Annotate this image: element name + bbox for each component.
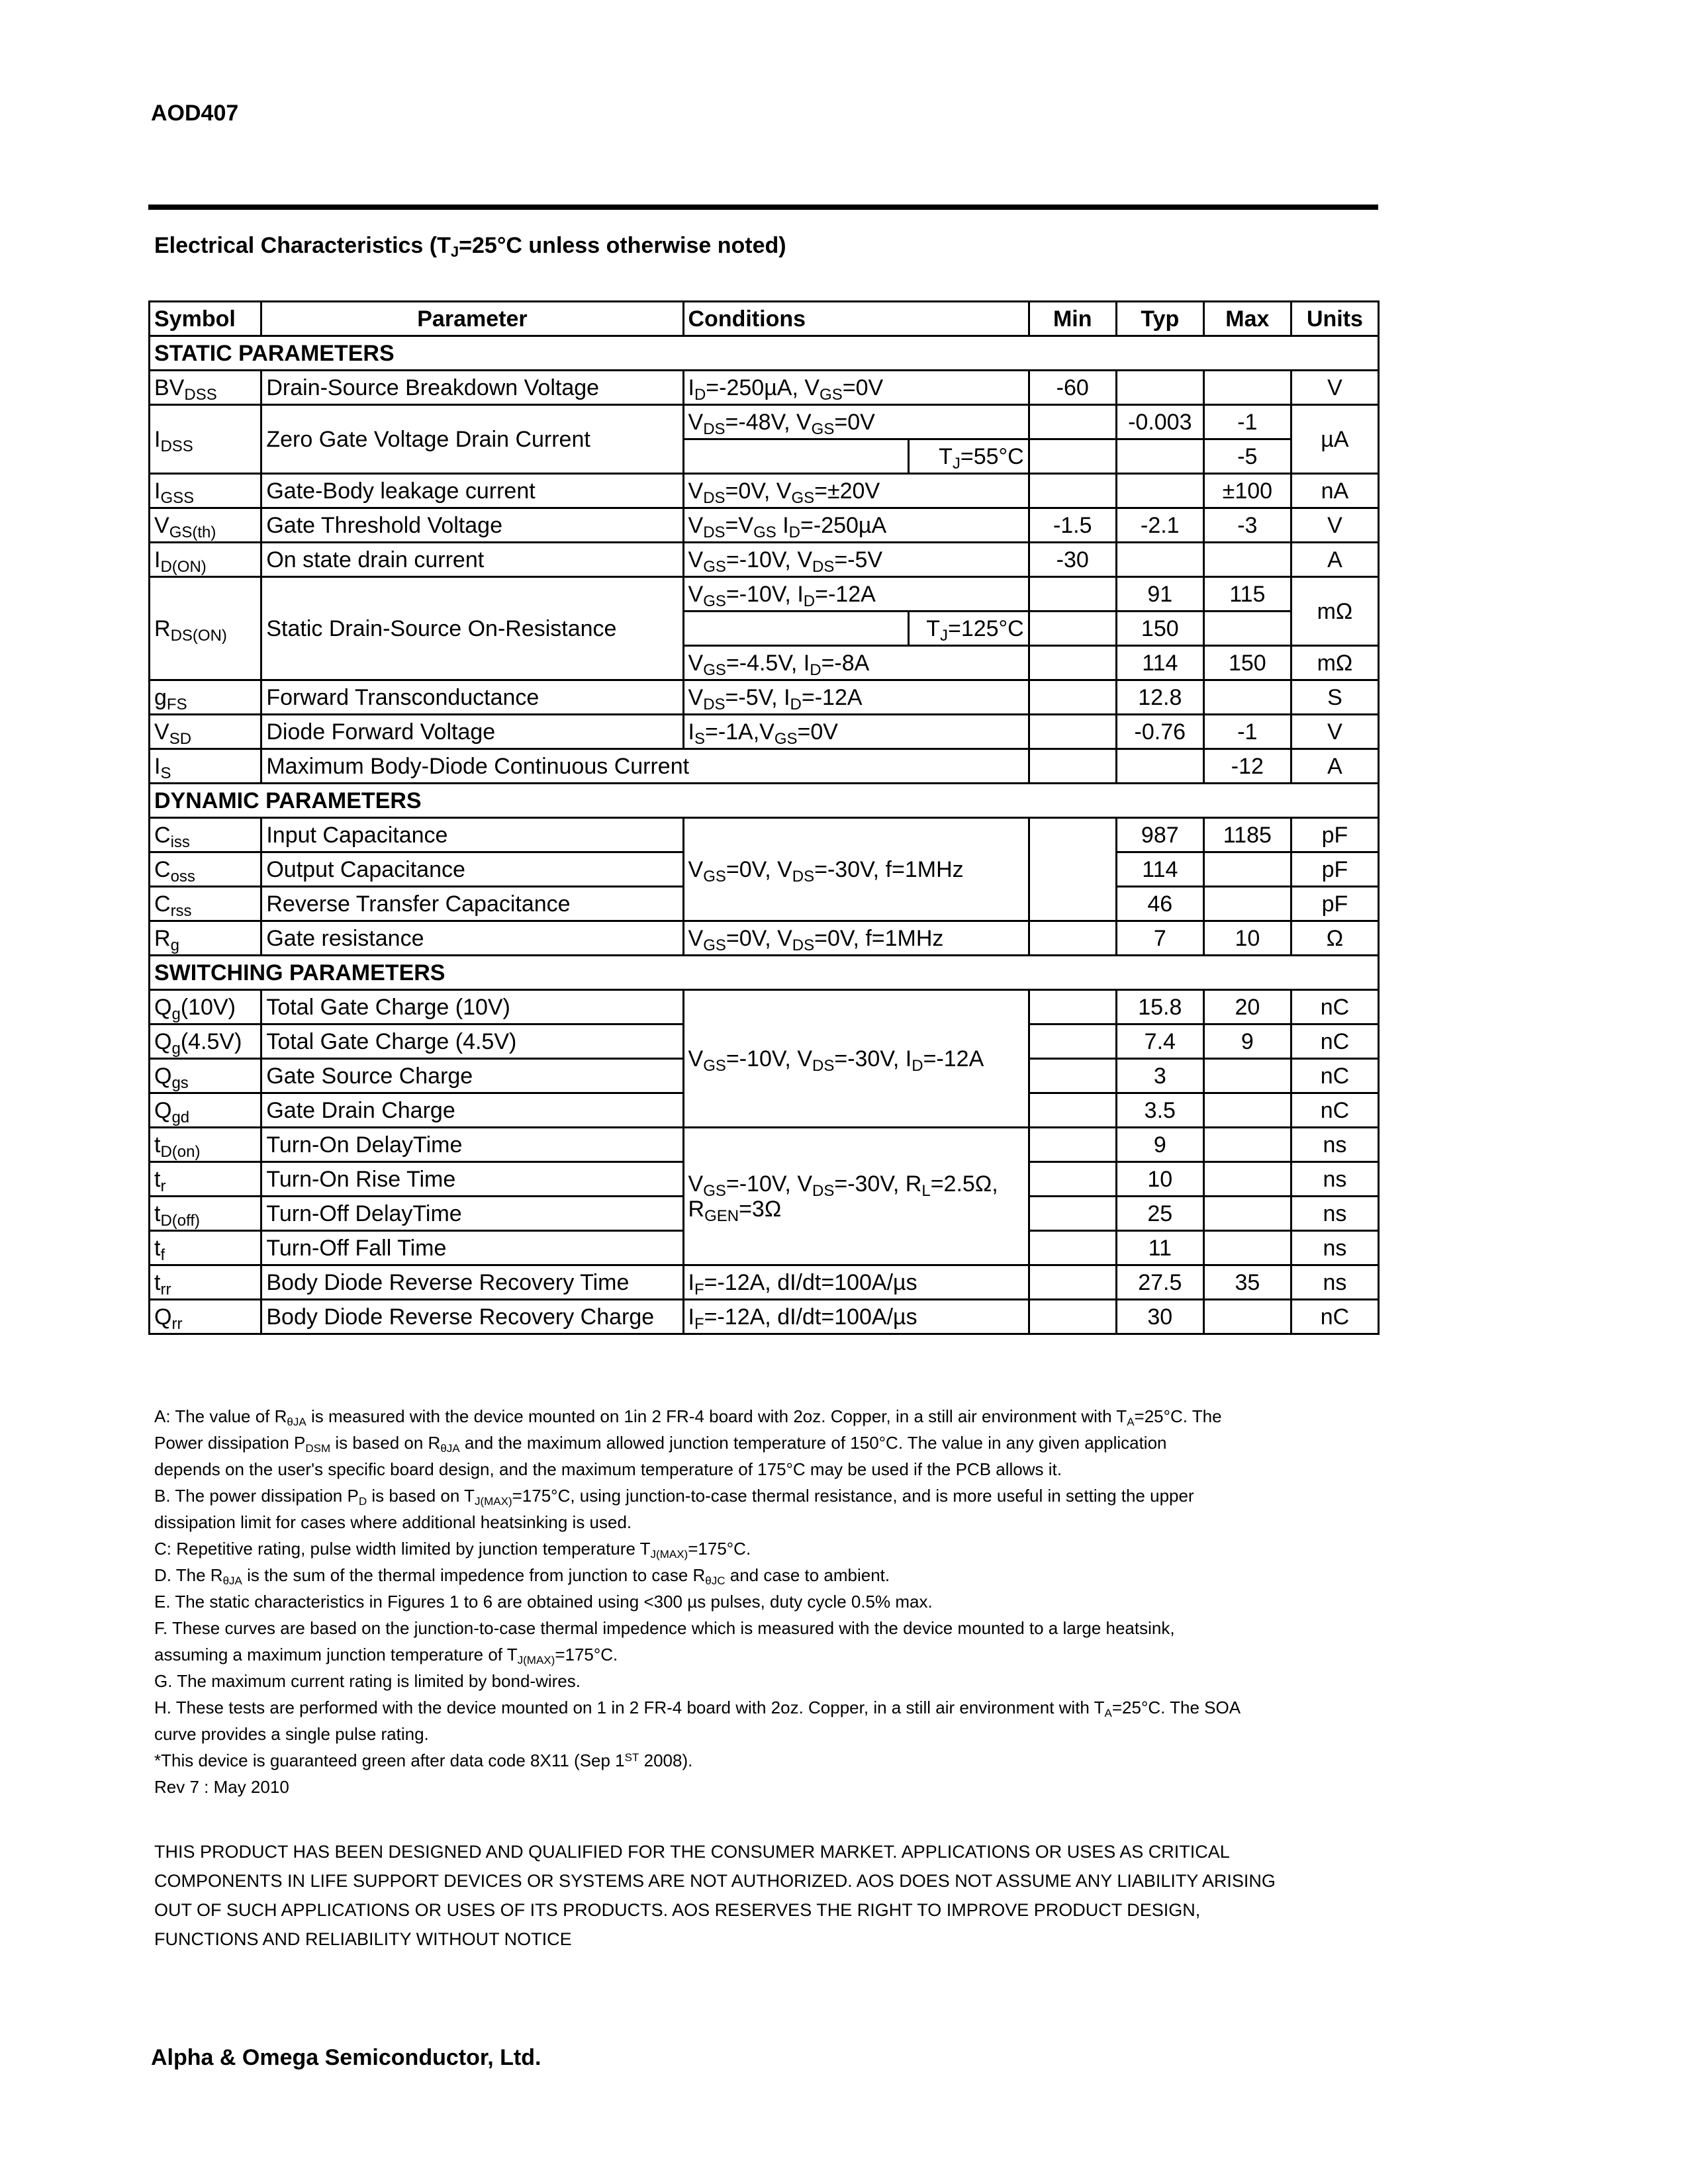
- unit: ns: [1291, 1128, 1378, 1162]
- symbol: $V_{GS(th)}$: [150, 508, 261, 543]
- parameter: Maximum Body-Diode Continuous Current: [261, 749, 1029, 784]
- typ-value: 25: [1116, 1197, 1203, 1231]
- col-min: Min: [1029, 302, 1116, 336]
- unit: µA: [1291, 405, 1378, 474]
- table-row: [150, 680, 1379, 715]
- table-row: [150, 749, 1379, 784]
- unit: nA: [1291, 474, 1378, 508]
- parameter: Gate Drain Charge: [261, 1093, 683, 1128]
- max-value: -1: [1203, 405, 1291, 439]
- unit: V: [1291, 371, 1378, 405]
- parameter: Turn-On Rise Time: [261, 1162, 683, 1197]
- disclaimer: [154, 1837, 1276, 1954]
- table-header-row: [150, 302, 1379, 336]
- col-symbol: Symbol: [150, 302, 261, 336]
- parameter: Body Diode Reverse Recovery Time: [261, 1265, 683, 1300]
- symbol: $C_{oss}$: [150, 852, 261, 887]
- parameter: Static Drain-Source On-Resistance: [261, 577, 683, 680]
- symbol: $V_{SD}$: [150, 715, 261, 749]
- unit: A: [1291, 543, 1378, 577]
- disclaimer-line: OUT OF SUCH APPLICATIONS OR USES OF ITS PRODUCTS. AOS RESERVES THE RIGHT TO IMPROVE PRODUCT DESIGN,: [154, 1900, 1201, 1920]
- symbol: $g_{FS}$: [150, 680, 261, 715]
- note-a: Power dissipation $P_{DSM}$ is based on $R_{\theta JA}$ and the maximum allowed junction temperature of 150°C. The value in any given application: [154, 1433, 1167, 1455]
- unit: mΩ: [1291, 646, 1378, 680]
- unit: ns: [1291, 1197, 1378, 1231]
- symbol: $Q_{rr}$: [150, 1300, 261, 1334]
- table-row: [150, 1128, 1379, 1162]
- note-b: B. The power dissipation $P_D$ is based on $T_{J(MAX)}=175^\circ C$, using junction-to-case thermal resistance, and is more useful in setting the upper: [154, 1486, 1194, 1508]
- parameter: Body Diode Reverse Recovery Charge: [261, 1300, 683, 1334]
- note-h: H. These tests are performed with the device mounted on 1 in 2 FR-4 board with 2oz. Copper, in a still air environment with $T_A=25^\circ C$. The SOA: [154, 1698, 1241, 1719]
- disclaimer-line: THIS PRODUCT HAS BEEN DESIGNED AND QUALIFIED FOR THE CONSUMER MARKET. APPLICATIONS OR USES AS CRITICAL: [154, 1842, 1230, 1862]
- max-value: 35: [1203, 1265, 1291, 1300]
- unit: V: [1291, 508, 1378, 543]
- conditions: $I_F=-12A$, dI/dt=100A/µs: [683, 1265, 1029, 1300]
- table-row: [150, 818, 1379, 852]
- col-parameter: Parameter: [261, 302, 683, 336]
- revision: Rev 7 : May 2010: [154, 1777, 289, 1797]
- col-max: Max: [1203, 302, 1291, 336]
- table-row: [150, 405, 1379, 439]
- typ-value: 114: [1116, 852, 1203, 887]
- typ-value: 30: [1116, 1300, 1203, 1334]
- symbol: $I_{D(ON)}$: [150, 543, 261, 577]
- symbol: $Q_{gd}$: [150, 1093, 261, 1128]
- parameter: Turn-Off DelayTime: [261, 1197, 683, 1231]
- parameter: Turn-On DelayTime: [261, 1128, 683, 1162]
- symbol: $R_g$: [150, 921, 261, 956]
- unit: pF: [1291, 818, 1378, 852]
- parameter: Input Capacitance: [261, 818, 683, 852]
- unit: pF: [1291, 852, 1378, 887]
- typ-value: 3: [1116, 1059, 1203, 1093]
- typ-value: 150: [1116, 612, 1203, 646]
- max-value: -12: [1203, 749, 1291, 784]
- parameter: Zero Gate Voltage Drain Current: [261, 405, 683, 474]
- conditions: $V_{DS}=-48V$, $V_{GS}=0V$: [683, 405, 1029, 439]
- table-row: [150, 1300, 1379, 1334]
- unit: nC: [1291, 990, 1378, 1024]
- table-row: [150, 474, 1379, 508]
- typ-value: -0.003: [1116, 405, 1203, 439]
- unit: nC: [1291, 1059, 1378, 1093]
- parameter: Total Gate Charge (4.5V): [261, 1024, 683, 1059]
- table-row: [150, 371, 1379, 405]
- unit: mΩ: [1291, 577, 1378, 646]
- conditions: $V_{DS}=-5V$, $I_D=-12A$: [683, 680, 1029, 715]
- table-row: [150, 577, 1379, 612]
- unit: nC: [1291, 1300, 1378, 1334]
- max-value: -3: [1203, 508, 1291, 543]
- section-row-dynamic: DYNAMIC PARAMETERS: [150, 784, 1379, 818]
- symbol: $C_{rss}$: [150, 887, 261, 921]
- company-name: Alpha & Omega Semiconductor, Ltd.: [151, 2045, 541, 2070]
- min-value: -1.5: [1029, 508, 1116, 543]
- typ-value: 7: [1116, 921, 1203, 956]
- condition-temp: $T_J=125^\circ C$: [909, 612, 1029, 646]
- table-row: [150, 990, 1379, 1024]
- typ-value: 10: [1116, 1162, 1203, 1197]
- parameter: Output Capacitance: [261, 852, 683, 887]
- conditions: $V_{GS}=-10V$, $V_{DS}=-30V$, $R_L=2.5\Omega$, $R_{GEN}=3\Omega$: [683, 1128, 1029, 1265]
- conditions: $V_{DS}=0V$, $V_{GS}=\pm 20V$: [683, 474, 1029, 508]
- symbol: $I_{GSS}$: [150, 474, 261, 508]
- symbol: $t_{rr}$: [150, 1265, 261, 1300]
- conditions: $I_S=-1A,V_{GS}=0V$: [683, 715, 1029, 749]
- section-title: Electrical Characteristics ($T_J=25^\circ C$ unless otherwise noted): [154, 233, 786, 260]
- max-value: -1: [1203, 715, 1291, 749]
- table-row: [150, 921, 1379, 956]
- typ-value: 987: [1116, 818, 1203, 852]
- parameter: On state drain current: [261, 543, 683, 577]
- symbol: $I_S$: [150, 749, 261, 784]
- note-a: A: The value of $R_{\theta JA}$ is measured with the device mounted on 1in 2 FR-4 board with 2oz. Copper, in a still air environment with $T_A=25^\circ C$. The: [154, 1406, 1222, 1428]
- note-c: C: Repetitive rating, pulse width limited by junction temperature $T_{J(MAX)}=175^\circ C$.: [154, 1539, 751, 1561]
- note-e: E. The static characteristics in Figures 1 to 6 are obtained using <300 µs pulses, duty cycle 0.5% max.: [154, 1592, 933, 1612]
- typ-value: 3.5: [1116, 1093, 1203, 1128]
- typ-value: 114: [1116, 646, 1203, 680]
- typ-value: -0.76: [1116, 715, 1203, 749]
- max-value: 150: [1203, 646, 1291, 680]
- symbol: $t_r$: [150, 1162, 261, 1197]
- typ-value: 9: [1116, 1128, 1203, 1162]
- conditions: $V_{GS}=0V$, $V_{DS}=0V$, f=1MHz: [683, 921, 1029, 956]
- symbol: $R_{DS(ON)}$: [150, 577, 261, 680]
- unit: ns: [1291, 1231, 1378, 1265]
- unit: pF: [1291, 887, 1378, 921]
- conditions: $I_D=-250\mu A$, $V_{GS}=0V$: [683, 371, 1029, 405]
- parameter: Drain-Source Breakdown Voltage: [261, 371, 683, 405]
- parameter: Gate-Body leakage current: [261, 474, 683, 508]
- note-b: dissipation limit for cases where additional heatsinking is used.: [154, 1512, 632, 1532]
- parameter: Gate Source Charge: [261, 1059, 683, 1093]
- symbol: $BV_{DSS}$: [150, 371, 261, 405]
- max-value: 115: [1203, 577, 1291, 612]
- header-rule: [148, 205, 1378, 210]
- part-number: AOD407: [151, 101, 239, 126]
- parameter: Total Gate Charge (10V): [261, 990, 683, 1024]
- typ-value: 12.8: [1116, 680, 1203, 715]
- unit: A: [1291, 749, 1378, 784]
- unit: ns: [1291, 1162, 1378, 1197]
- parameter: Gate Threshold Voltage: [261, 508, 683, 543]
- unit: nC: [1291, 1024, 1378, 1059]
- col-units: Units: [1291, 302, 1378, 336]
- unit: S: [1291, 680, 1378, 715]
- parameter: Reverse Transfer Capacitance: [261, 887, 683, 921]
- max-value: 20: [1203, 990, 1291, 1024]
- note-f: F. These curves are based on the junction-to-case thermal impedence which is measured with the device mounted to a large heatsink,: [154, 1618, 1175, 1638]
- disclaimer-line: COMPONENTS IN LIFE SUPPORT DEVICES OR SYSTEMS ARE NOT AUTHORIZED. AOS DOES NOT ASSUME ANY LIABILITY ARISING: [154, 1871, 1276, 1891]
- typ-value: 7.4: [1116, 1024, 1203, 1059]
- min-value: -30: [1029, 543, 1116, 577]
- footnotes: [154, 1403, 1385, 1800]
- symbol: $t_{D(off)}$: [150, 1197, 261, 1231]
- condition-temp: $T_J=55^\circ C$: [909, 439, 1029, 474]
- typ-value: 46: [1116, 887, 1203, 921]
- table-row: [150, 508, 1379, 543]
- disclaimer-line: FUNCTIONS AND RELIABILITY WITHOUT NOTICE: [154, 1929, 572, 1949]
- note-g: G. The maximum current rating is limited by bond-wires.: [154, 1671, 581, 1691]
- symbol: $I_{DSS}$: [150, 405, 261, 474]
- conditions: $V_{GS}=-10V$, $V_{DS}=-5V$: [683, 543, 1029, 577]
- min-value: -60: [1029, 371, 1116, 405]
- table-row: [150, 543, 1379, 577]
- typ-value: 27.5: [1116, 1265, 1203, 1300]
- parameter: Diode Forward Voltage: [261, 715, 683, 749]
- unit: Ω: [1291, 921, 1378, 956]
- max-value: -5: [1203, 439, 1291, 474]
- unit: V: [1291, 715, 1378, 749]
- parameter: Gate resistance: [261, 921, 683, 956]
- max-value: 10: [1203, 921, 1291, 956]
- unit: nC: [1291, 1093, 1378, 1128]
- conditions: $V_{GS}=0V$, $V_{DS}=-30V$, f=1MHz: [683, 818, 1029, 921]
- typ-value: 15.8: [1116, 990, 1203, 1024]
- parameter: Forward Transconductance: [261, 680, 683, 715]
- symbol: $C_{iss}$: [150, 818, 261, 852]
- max-value: 9: [1203, 1024, 1291, 1059]
- conditions: $I_F=-12A$, dI/dt=100A/µs: [683, 1300, 1029, 1334]
- table-row: [150, 1265, 1379, 1300]
- symbol: $t_{D(on)}$: [150, 1128, 261, 1162]
- parameter: Turn-Off Fall Time: [261, 1231, 683, 1265]
- conditions: $V_{DS}=V_{GS}$ $I_D=-250\mu A$: [683, 508, 1029, 543]
- green-note: *This device is guaranteed green after data code 8X11 (Sep 1ST 2008).: [154, 1751, 693, 1770]
- table-row: [150, 715, 1379, 749]
- section-row-switching: SWITCHING PARAMETERS: [150, 956, 1379, 990]
- conditions: $V_{GS}=-10V$, $I_D=-12A$: [683, 577, 1029, 612]
- note-d: D. The $R_{\theta JA}$ is the sum of the thermal impedence from junction to case $R_{\theta JC}$ and case to ambient.: [154, 1565, 890, 1587]
- col-conditions: Conditions: [683, 302, 1029, 336]
- note-f: assuming a maximum junction temperature of $T_{J(MAX)}=175^\circ C$.: [154, 1645, 618, 1666]
- note-a: depends on the user's specific board design, and the maximum temperature of 175°C may be used if the PCB allows it.: [154, 1459, 1062, 1479]
- symbol: $Q_g(4.5V)$: [150, 1024, 261, 1059]
- symbol: $t_f$: [150, 1231, 261, 1265]
- unit: ns: [1291, 1265, 1378, 1300]
- max-value: ±100: [1203, 474, 1291, 508]
- max-value: 1185: [1203, 818, 1291, 852]
- typ-value: -2.1: [1116, 508, 1203, 543]
- symbol: $Q_g(10V)$: [150, 990, 261, 1024]
- symbol: $Q_{gs}$: [150, 1059, 261, 1093]
- conditions: $V_{GS}=-10V$, $V_{DS}=-30V$, $I_D=-12A$: [683, 990, 1029, 1128]
- section-row-static: STATIC PARAMETERS: [150, 336, 1379, 371]
- electrical-characteristics-table: [148, 300, 1380, 1335]
- note-h: curve provides a single pulse rating.: [154, 1724, 429, 1744]
- typ-value: 11: [1116, 1231, 1203, 1265]
- typ-value: 91: [1116, 577, 1203, 612]
- conditions: $V_{GS}=-4.5V$, $I_D=-8A$: [683, 646, 1029, 680]
- col-typ: Typ: [1116, 302, 1203, 336]
